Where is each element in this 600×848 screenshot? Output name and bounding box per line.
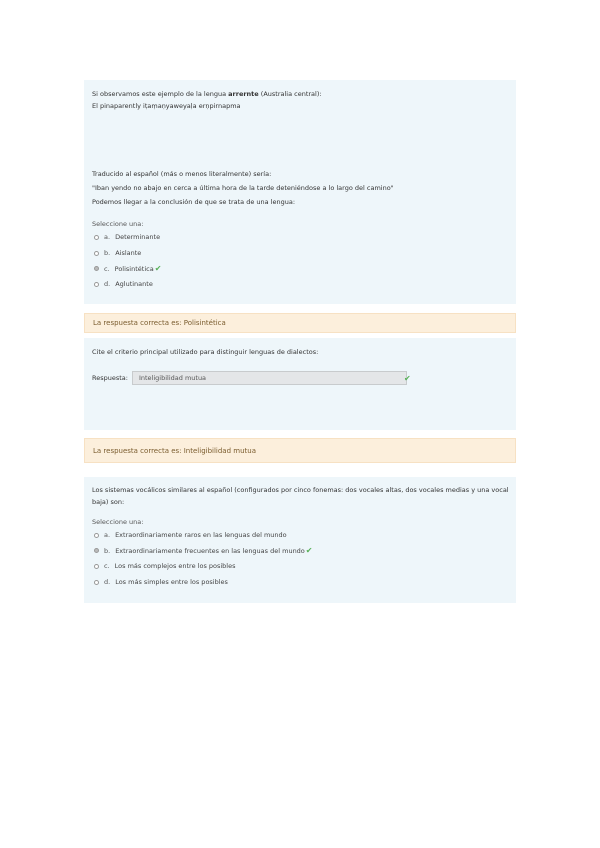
option-text: Aglutinante: [115, 280, 153, 288]
question-1-panel: [84, 80, 516, 304]
q3-option-c[interactable]: [94, 562, 236, 570]
option-letter: a.: [104, 531, 111, 539]
q2-answer-row: [92, 371, 407, 385]
q2-answer-input[interactable]: [132, 371, 407, 385]
q1-option-d[interactable]: [94, 280, 153, 288]
radio-icon[interactable]: [94, 235, 99, 240]
check-icon: ✔: [404, 374, 411, 383]
option-text: Aislante: [115, 249, 142, 257]
q1-feedback-text: La respuesta correcta es: Polisintética: [93, 319, 226, 327]
q3-option-d[interactable]: [94, 578, 228, 586]
option-letter: c.: [104, 264, 110, 273]
q3-option-b[interactable]: [94, 546, 313, 555]
q3-question-line1: Los sistemas vocálicos similares al español (configurados por cinco fonemas: dos vocales altas, dos vocales medias y una vocal: [92, 486, 509, 494]
q2-feedback: [84, 438, 516, 463]
q1-option-b[interactable]: [94, 249, 141, 257]
q3-select-label: Seleccione una:: [92, 518, 144, 526]
radio-icon[interactable]: [94, 282, 99, 287]
radio-checked-icon[interactable]: [94, 266, 99, 271]
q3-question-line2: baja) son:: [92, 498, 125, 506]
option-letter: b.: [104, 546, 111, 555]
q1-option-c[interactable]: [94, 264, 161, 273]
option-letter: c.: [104, 562, 110, 570]
q1-select-label: Seleccione una:: [92, 220, 144, 228]
option-text: Determinante: [115, 233, 161, 241]
option-letter: d.: [104, 578, 111, 586]
option-text: Los más simples entre los posibles: [115, 578, 228, 586]
q1-intro: [92, 90, 322, 98]
radio-icon[interactable]: [94, 580, 99, 585]
q1-example: El pinaparently iṭaṃaṇyaweyaḷa erṇpirnapma: [92, 102, 241, 110]
radio-checked-icon[interactable]: [94, 548, 99, 553]
radio-icon[interactable]: [94, 564, 99, 569]
option-letter: d.: [104, 280, 111, 288]
q1-intro-bold: arrernte: [228, 90, 259, 98]
option-text: Los más complejos entre los posibles: [114, 562, 236, 570]
check-icon: ✔: [305, 546, 313, 555]
radio-icon[interactable]: [94, 251, 99, 256]
q2-answer-label: Respuesta:: [92, 374, 128, 382]
q1-feedback: [84, 313, 516, 333]
option-letter: b.: [104, 249, 111, 257]
q1-intro-prefix: Si observamos este ejemplo de la lengua: [92, 90, 227, 98]
option-text: Extraordinariamente frecuentes en las lenguas del mundo: [115, 546, 305, 555]
q1-question: Podemos llegar a la conclusión de que se trata de una lengua:: [92, 198, 296, 206]
option-letter: a.: [104, 233, 111, 241]
q3-option-a[interactable]: [94, 531, 287, 539]
q1-translation-label: Traducido al español (más o menos literalmente) sería:: [92, 170, 272, 178]
q1-intro-suffix: (Australia central):: [260, 90, 322, 98]
question-2-panel: [84, 338, 516, 430]
radio-icon[interactable]: [94, 533, 99, 538]
q1-translation: "Iban yendo no abajo en cerca a última hora de la tarde deteniéndose a lo largo del camino": [92, 184, 394, 192]
check-icon: ✔: [154, 264, 162, 273]
option-text: Polisintética: [114, 264, 154, 273]
q2-question: Cite el criterio principal utilizado para distinguir lenguas de dialectos:: [92, 348, 319, 356]
q2-answer-value: Inteligibilidad mutua: [138, 374, 207, 382]
q2-feedback-text: La respuesta correcta es: Inteligibilidad mutua: [93, 446, 256, 455]
q1-option-a[interactable]: [94, 233, 160, 241]
question-3-panel: [84, 477, 516, 603]
option-text: Extraordinariamente raros en las lenguas del mundo: [115, 531, 287, 539]
